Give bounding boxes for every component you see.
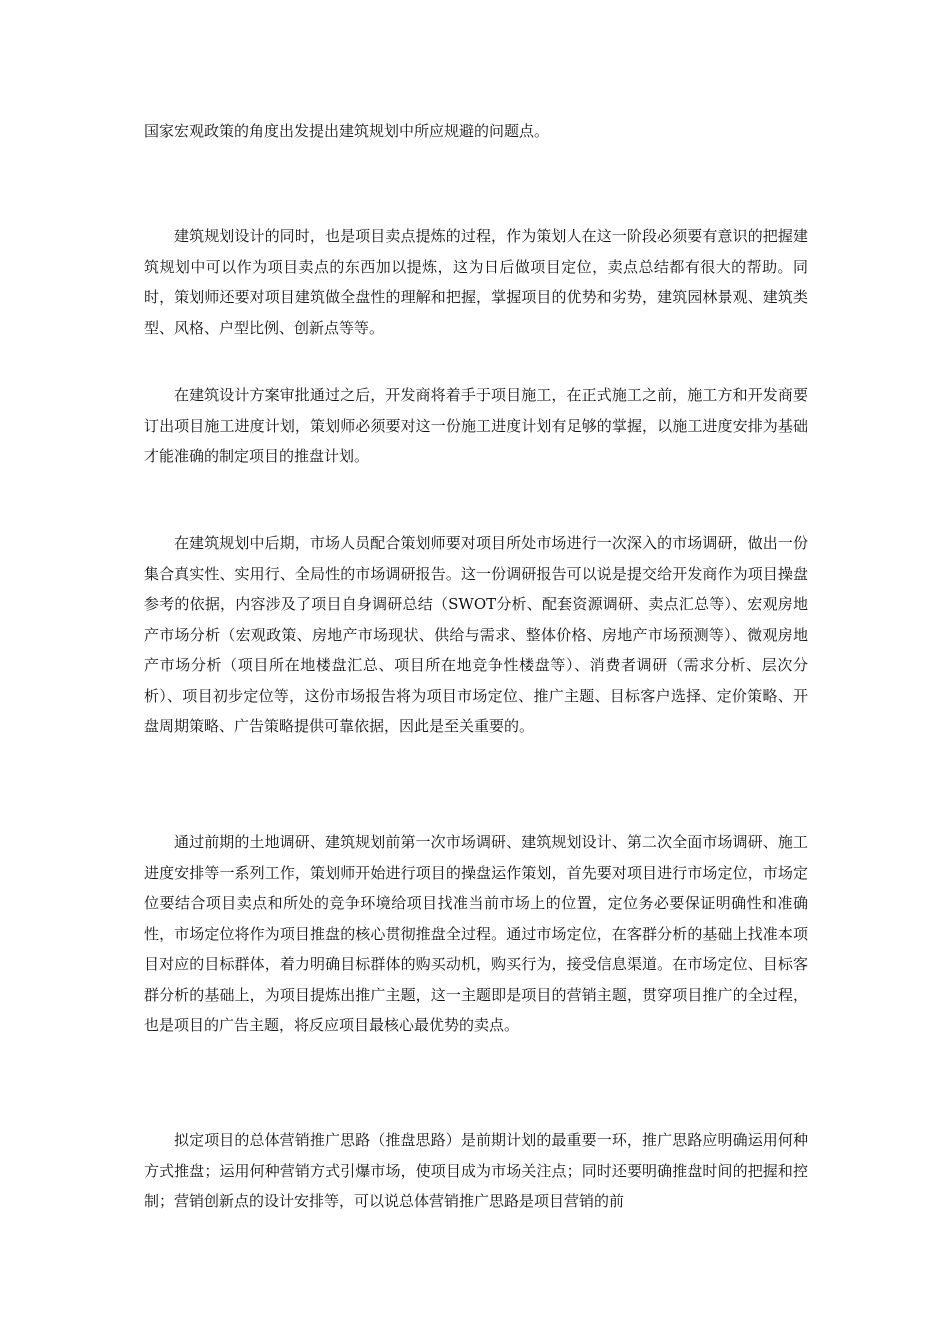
paragraph-text-5: 通过前期的土地调研、建筑规划前第一次市场调研、建筑规划设计、第二次全面市场调研、施工进度安排等一系列工作，策划师开始进行项目的操盘运作策划，首先要对项目进行市场定位，市场定位要结合项目卖点和所处的竞争环境给项目找准当前市场上的位置，定位务必要保证明确性和准确性，市场定位将作为项目推盘的核心贯彻推盘全过程。通过市场定位，在客群分析的基础上找准本项目对应的目标群体，着力明确目标群体的购买动机，购买行为，接受信息渠道。在市场定位、目标客群分析的基础上，为项目提炼出推广主题，这一主题即是项目的营销主题，贯穿项目推广的全过程，也是项目的广告主题，将反应项目最核心最优势的卖点。: [144, 833, 808, 1034]
paragraph-market-research: [144, 528, 808, 742]
paragraph-text-1: 国家宏观政策的角度出发提出建筑规划中所应规避的问题点。: [144, 122, 550, 140]
paragraph-text-6: 拟定项目的总体营销推广思路（推盘思路）是前期计划的最重要一环，推广思路应明确运用何种方式推盘；运用何种营销方式引爆市场，使项目成为市场关注点；同时还要明确推盘时间的把握和控制；营销创新点的设计安排等，可以说总体营销推广思路是项目营销的前: [144, 1131, 808, 1210]
paragraph-text-4: 在建筑规划中后期，市场人员配合策划师要对项目所处市场进行一次深入的市场调研，做出一份集合真实性、实用行、全局性的市场调研报告。这一份调研报告可以说是提交给开发商作为项目操盘参考的依据，内容涉及了项目自身调研总结（SWOT分析、配套资源调研、卖点汇总等）、宏观房地产市场分析（宏观政策、房地产市场现状、供给与需求、整体价格、房地产市场预测等）、微观房地产市场分析（项目所在地楼盘汇总、项目所在地竞争性楼盘等）、消费者调研（需求分析、层次分析）、项目初步定位等，这份市场报告将为项目市场定位、推广主题、目标客户选择、定价策略、开盘周期策略、广告策略提供可靠依据，因此是至关重要的。: [144, 534, 808, 735]
paragraph-continuation: [144, 116, 808, 147]
paragraph-market-positioning: [144, 827, 808, 1041]
paragraph-text-3: 在建筑设计方案审批通过之后，开发商将着手于项目施工，在正式施工之前，施工方和开发商要订出项目施工进度计划，策划师必须要对这一份施工进度计划有足够的掌握，以施工进度安排为基础才能准确的制定项目的推盘计划。: [144, 386, 808, 465]
paragraph-construction-schedule: [144, 380, 808, 472]
paragraph-selling-points: [144, 221, 808, 343]
paragraph-text-2: 建筑规划设计的同时，也是项目卖点提炼的过程，作为策划人在这一阶段必须要有意识的把握建筑规划中可以作为项目卖点的东西加以提炼，这为日后做项目定位，卖点总结都有很大的帮助。同时，策划师还要对项目建筑做全盘性的理解和把握，掌握项目的优势和劣势，建筑园林景观、建筑类型、风格、户型比例、创新点等等。: [144, 227, 808, 337]
paragraph-promotion-strategy: [144, 1125, 808, 1217]
